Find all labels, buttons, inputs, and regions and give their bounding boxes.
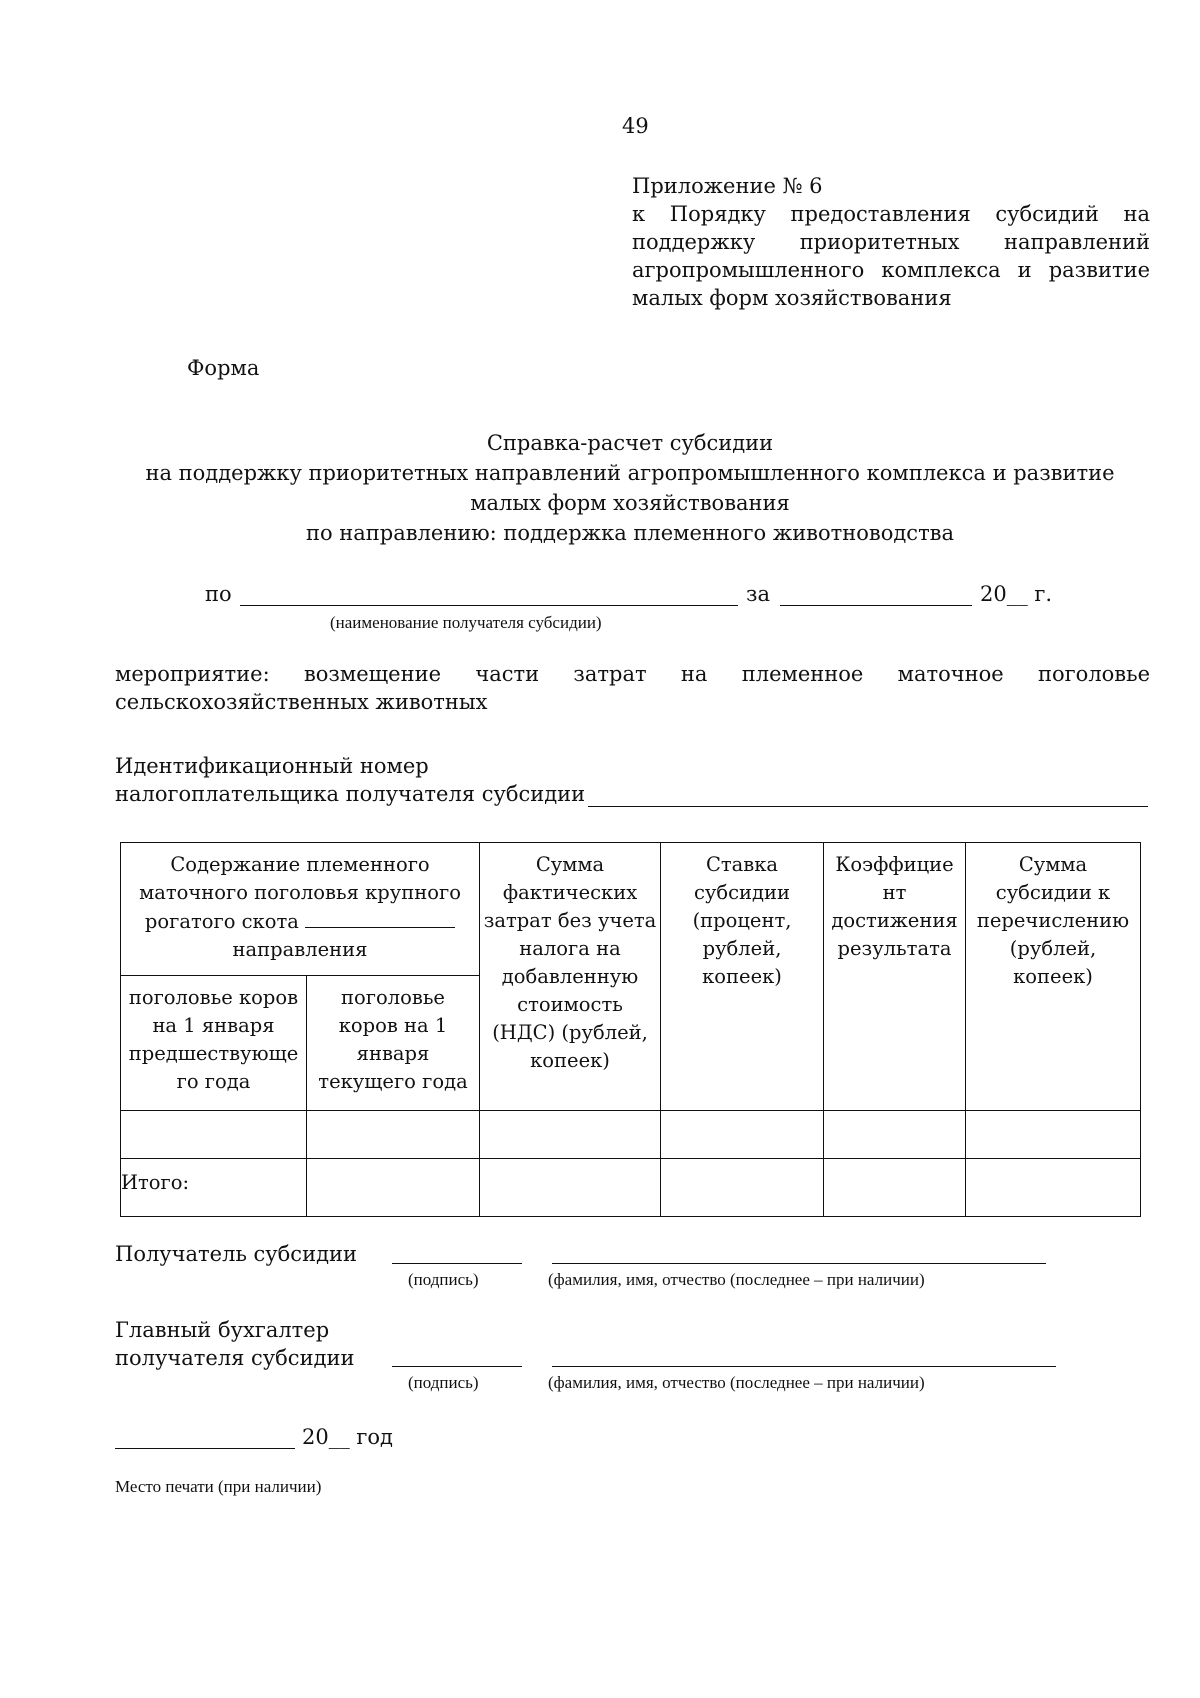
recipient-signature-blank[interactable]	[392, 1263, 522, 1264]
accountant-name-line[interactable]	[552, 1366, 1056, 1367]
accountant-label-line-1: Главный бухгалтер	[115, 1318, 330, 1342]
group-header-line-4: направления	[232, 938, 368, 961]
appendix-line-4: малых форм хозяйствования	[632, 286, 952, 310]
table-cell[interactable]	[307, 1159, 480, 1217]
sub-header-prev-year: поголовье коров на 1 января предшествующе го года	[121, 976, 307, 1111]
appendix-line-1: к Порядку предоставления субсидий на	[632, 202, 1150, 226]
heading-line-4: по направлению: поддержка племенного животноводства	[305, 521, 955, 545]
col-rate-header: Ставка субсидии (процент, рублей, копеек)	[661, 843, 824, 1111]
table-cell[interactable]	[121, 1111, 307, 1159]
inn-line-2: налогоплательщика получателя субсидии	[115, 782, 586, 806]
table-cell[interactable]	[307, 1111, 480, 1159]
direction-blank[interactable]	[305, 907, 455, 928]
stamp-note: Место печати (при наличии)	[115, 1477, 322, 1496]
date-year: 20__ год	[302, 1425, 393, 1449]
col-costs-header: Сумма фактических затрат без учета налога на добавленную стоимость (НДС) (рублей, копеек)	[480, 843, 661, 1111]
total-label: Итого:	[121, 1159, 307, 1217]
heading-line-2: на поддержку приоритетных направлений агропромышленного комплекса и развитие	[145, 461, 1115, 485]
inn-line-1: Идентификационный номер	[115, 754, 429, 778]
recipient-name-line[interactable]	[552, 1263, 1046, 1264]
event-line-1: мероприятие: возмещение части затрат на племенное маточное поголовье	[115, 662, 1150, 686]
document-heading	[100, 428, 1160, 548]
heading-line-3: малых форм хозяйствования	[470, 491, 790, 515]
recipient-po: по	[205, 582, 232, 606]
col-subsidy-header: Сумма субсидии к перечислению (рублей, копеек)	[966, 843, 1141, 1111]
group-header-line-3: рогатого скота	[124, 907, 476, 936]
table-cell[interactable]	[824, 1111, 966, 1159]
table-cell[interactable]	[661, 1159, 824, 1217]
table-cell[interactable]	[480, 1111, 661, 1159]
period-blank[interactable]	[780, 605, 972, 606]
form-label: Форма	[187, 356, 260, 380]
accountant-signature-caption: (подпись)	[408, 1373, 479, 1392]
col-coefficient-header: Коэффицие нт достижения результата	[824, 843, 966, 1111]
recipient-signature-caption: (подпись)	[408, 1270, 479, 1289]
accountant-label-line-2: получателя субсидии	[115, 1346, 355, 1370]
accountant-name-caption: (фамилия, имя, отчество (последнее – при наличии)	[548, 1373, 925, 1392]
recipient-caption: (наименование получателя субсидии)	[330, 613, 602, 632]
table-cell[interactable]	[824, 1159, 966, 1217]
inn-block	[115, 752, 585, 808]
recipient-name-caption: (фамилия, имя, отчество (последнее – при наличии)	[548, 1270, 925, 1289]
group-header-line-2: маточного поголовья крупного	[139, 881, 461, 904]
event-line-2: сельскохозяйственных животных	[115, 690, 488, 714]
appendix-line-2: поддержку приоритетных направлений	[632, 230, 1150, 254]
event-block	[115, 660, 1150, 716]
recipient-name-blank[interactable]	[240, 605, 738, 606]
appendix-title: Приложение № 6	[632, 174, 823, 198]
table-cell[interactable]	[480, 1159, 661, 1217]
group-header-cell	[121, 843, 480, 976]
recipient-year: 20__ г.	[980, 582, 1053, 606]
heading-line-1: Справка-расчет субсидии	[486, 431, 774, 455]
table-cell[interactable]	[966, 1159, 1141, 1217]
accountant-signature-blank[interactable]	[392, 1366, 522, 1367]
page-number: 49	[622, 114, 649, 138]
recipient-signature-label: Получатель субсидии	[115, 1242, 357, 1266]
recipient-za: за	[746, 582, 770, 606]
table-cell[interactable]	[661, 1111, 824, 1159]
inn-blank[interactable]	[588, 806, 1148, 807]
table-cell[interactable]	[966, 1111, 1141, 1159]
appendix-line-3: агропромышленного комплекса и развитие	[632, 258, 1150, 282]
subsidy-table	[120, 842, 1141, 1217]
sub-header-current-year: поголовье коров на 1 января текущего года	[307, 976, 480, 1111]
appendix-block	[632, 172, 1150, 312]
group-header-line-1: Содержание племенного	[170, 853, 430, 876]
date-blank[interactable]	[115, 1448, 295, 1449]
accountant-label	[115, 1316, 355, 1372]
